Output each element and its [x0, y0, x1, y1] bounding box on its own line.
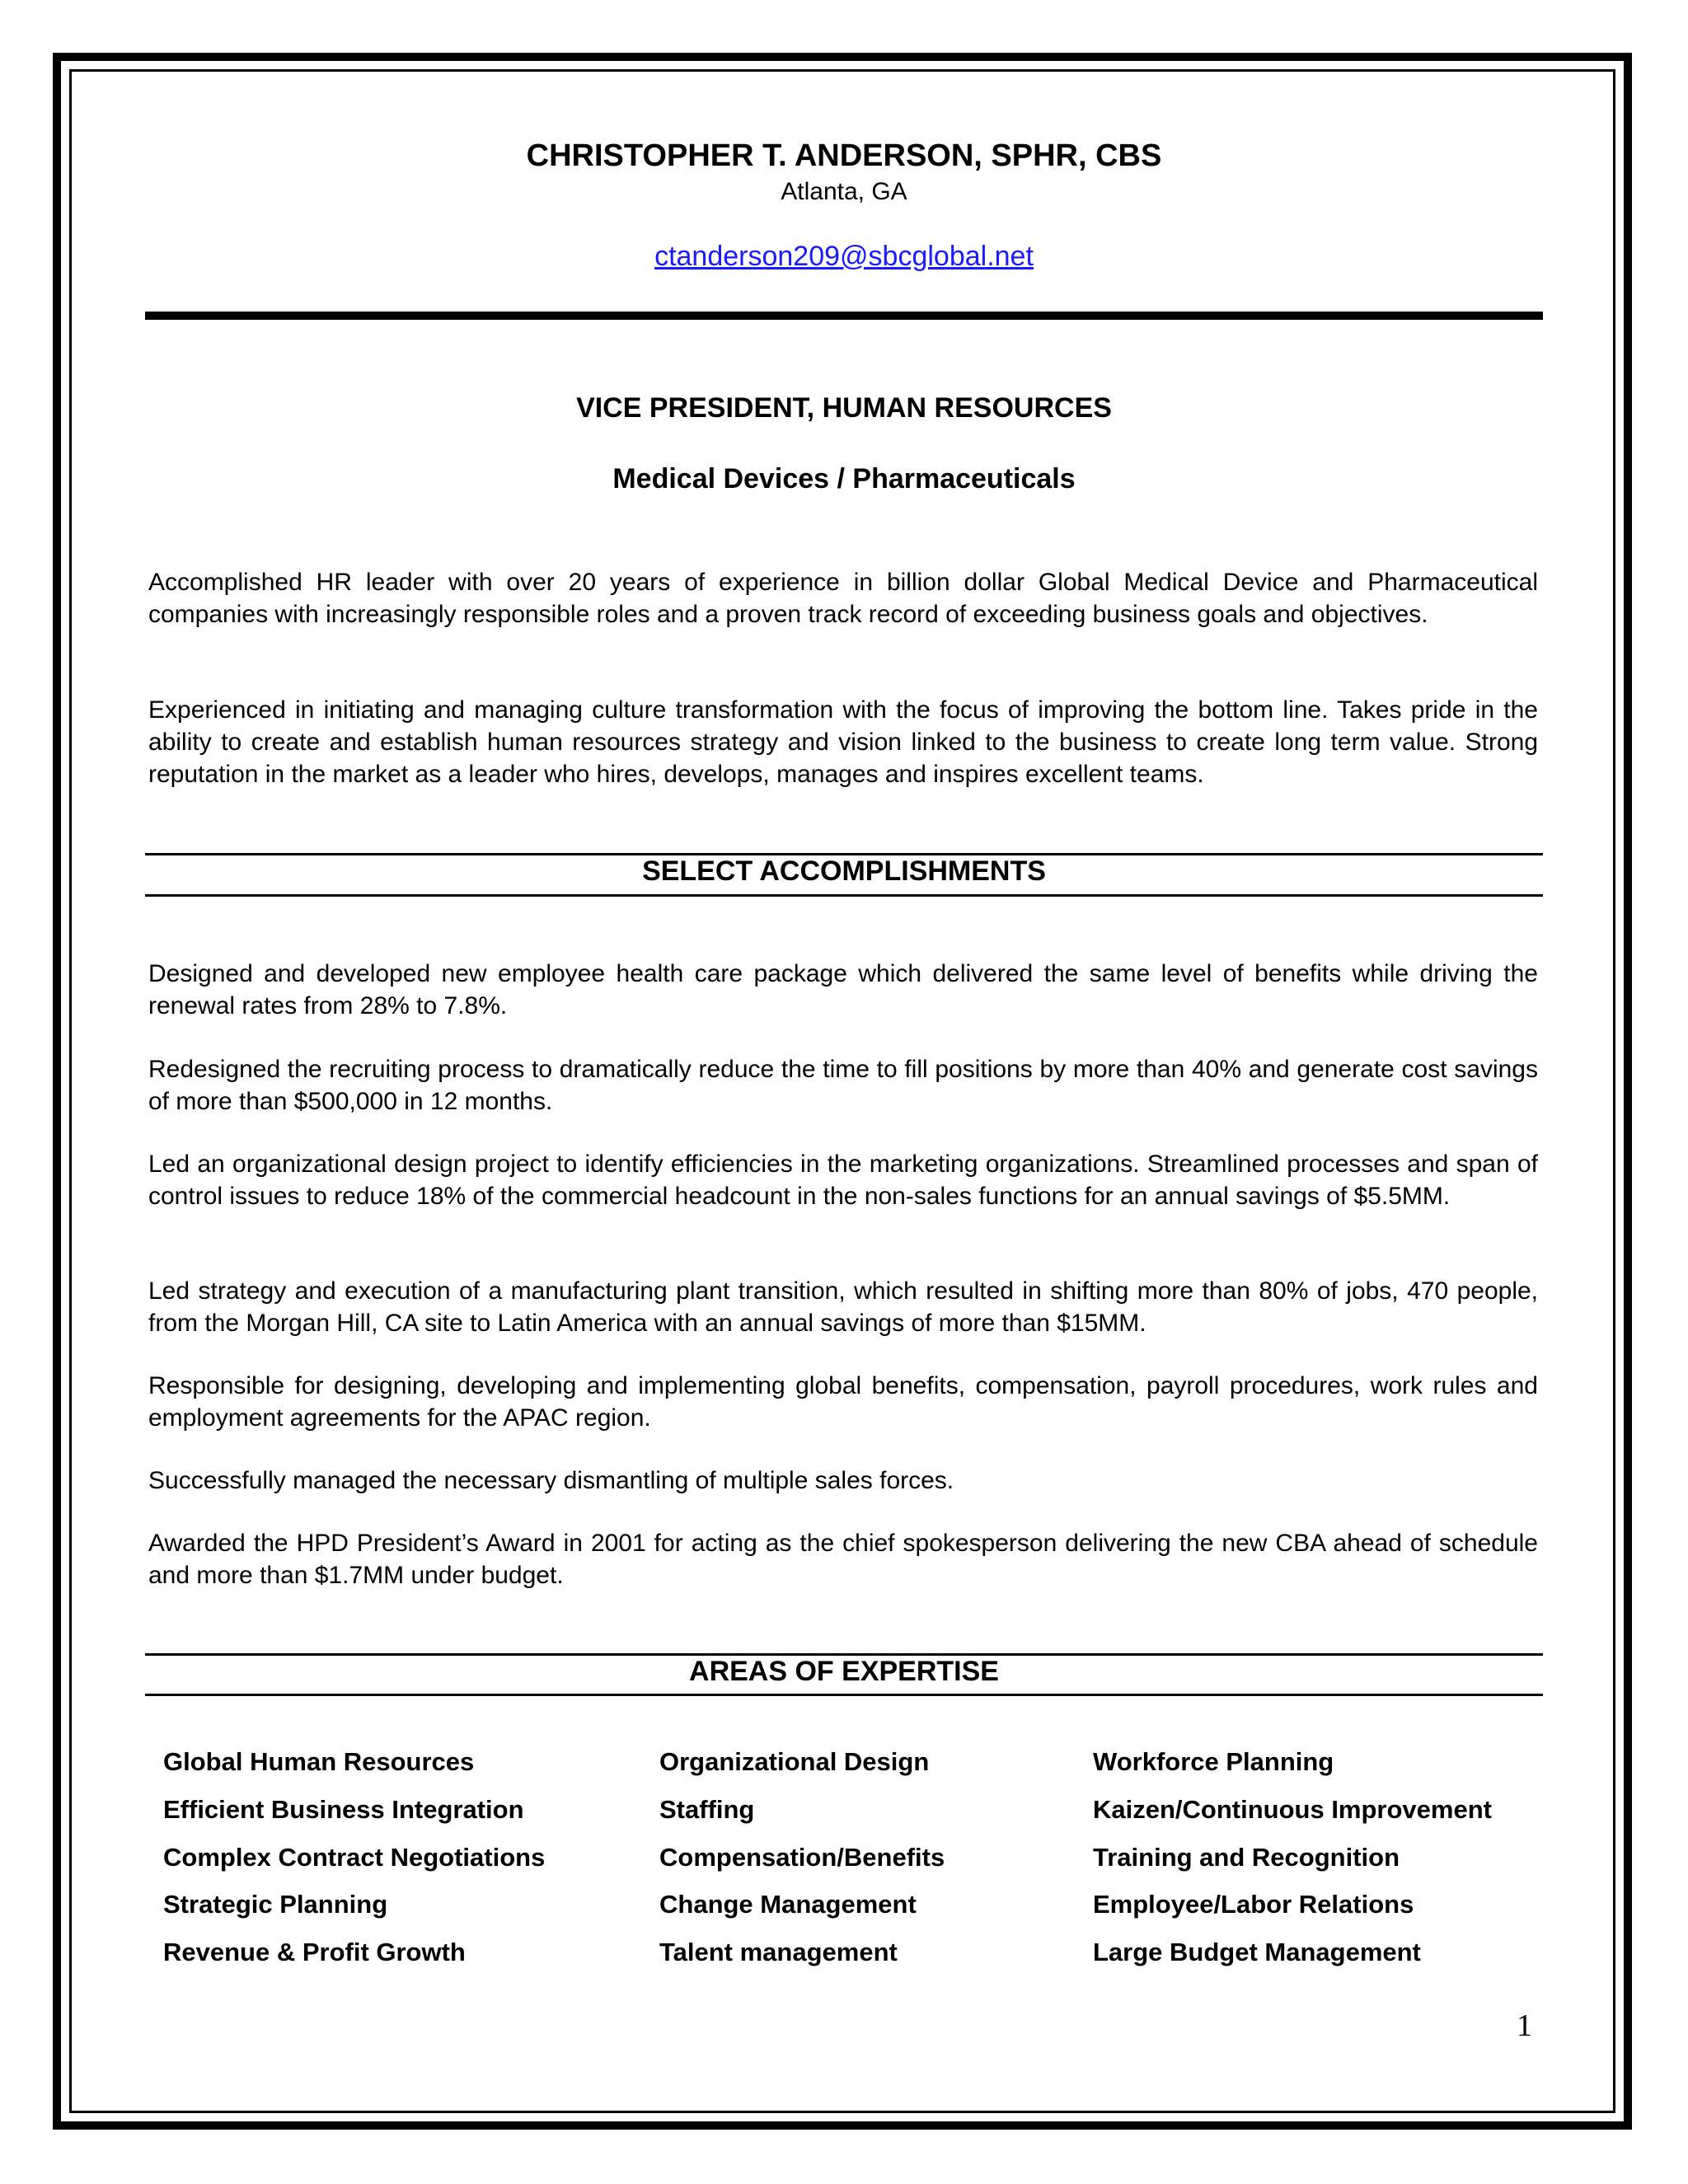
- expertise-item: Workforce Planning: [1093, 1747, 1334, 1776]
- accomplishment-item: Successfully managed the necessary dismantling of multiple sales forces.: [148, 1467, 954, 1494]
- candidate-location: Atlanta, GA: [781, 178, 907, 205]
- section-rule-bottom: [145, 1694, 1543, 1696]
- expertise-item: Global Human Resources: [163, 1747, 475, 1776]
- expertise-item: Compensation/Benefits: [659, 1843, 945, 1872]
- expertise-item: Revenue & Profit Growth: [163, 1938, 466, 1966]
- accomplishments-title: SELECT ACCOMPLISHMENTS: [642, 855, 1046, 887]
- expertise-item: Staffing: [659, 1795, 755, 1824]
- expertise-title: AREAS OF EXPERTISE: [689, 1656, 999, 1687]
- accomplishment-item: Awarded the HPD President’s Award in 2001 for acting as the chief spokesperson delivering the new CBA ahead of schedule and more than $1.7MM under budget.: [148, 1530, 1538, 1589]
- accomplishment-item: Responsible for designing, developing and implementing global benefits, compensation, payroll procedures, work rules and employment agreements for the APAC region.: [148, 1372, 1538, 1432]
- expertise-item: Organizational Design: [659, 1747, 930, 1776]
- accomplishment-item: Redesigned the recruiting process to dramatically reduce the time to fill positions by more than 40% and generate cost savings of more than $500,000 in 12 months.: [148, 1056, 1538, 1115]
- candidate-name: CHRISTOPHER T. ANDERSON, SPHR, CBS: [526, 138, 1162, 173]
- section-rule-bottom: [145, 894, 1543, 897]
- summary-paragraph: Experienced in initiating and managing culture transformation with the focus of improving the bottom line. Takes pride in the ability to create and establish human resources strategy and vision linked to the business to create long term value. Strong reputation in the market as a leader who hires, develops, manages and inspires excellent teams.: [148, 696, 1538, 788]
- accomplishment-item: Led strategy and execution of a manufacturing plant transition, which resulted in shifting more than 80% of jobs, 470 people, from the Morgan Hill, CA site to Latin America with an annual savings of more than $15MM.: [148, 1277, 1538, 1337]
- expertise-item: Efficient Business Integration: [163, 1795, 524, 1824]
- expertise-item: Complex Contract Negotiations: [163, 1843, 546, 1872]
- expertise-item: Talent management: [659, 1938, 898, 1966]
- candidate-email-link[interactable]: ctanderson209@sbcglobal.net: [654, 241, 1034, 272]
- expertise-item: Strategic Planning: [163, 1890, 388, 1919]
- page-number: 1: [1517, 2008, 1532, 2043]
- headline-title: VICE PRESIDENT, HUMAN RESOURCES: [576, 392, 1112, 424]
- accomplishment-item: Designed and developed new employee health care package which delivered the same level of benefits while driving the renewal rates from 28% to 7.8%.: [148, 960, 1538, 1019]
- expertise-item: Kaizen/Continuous Improvement: [1093, 1795, 1492, 1824]
- expertise-item: Training and Recognition: [1093, 1843, 1400, 1872]
- headline-subtitle: Medical Devices / Pharmaceuticals: [612, 463, 1076, 494]
- expertise-item: Large Budget Management: [1093, 1938, 1421, 1966]
- accomplishment-item: Led an organizational design project to identify efficiencies in the marketing organizations. Streamlined processes and span of control issues to reduce 18% of the commercial headcount in the non-sales functions for an annual savings of $5.5MM.: [148, 1151, 1538, 1210]
- summary-paragraph: Accomplished HR leader with over 20 years of experience in billion dollar Global Medical Device and Pharmaceutical companies with increasingly responsible roles and a proven track record of exceeding business goals and objectives.: [148, 569, 1538, 628]
- header-divider: [145, 312, 1543, 320]
- expertise-item: Employee/Labor Relations: [1093, 1890, 1414, 1919]
- expertise-item: Change Management: [659, 1890, 917, 1919]
